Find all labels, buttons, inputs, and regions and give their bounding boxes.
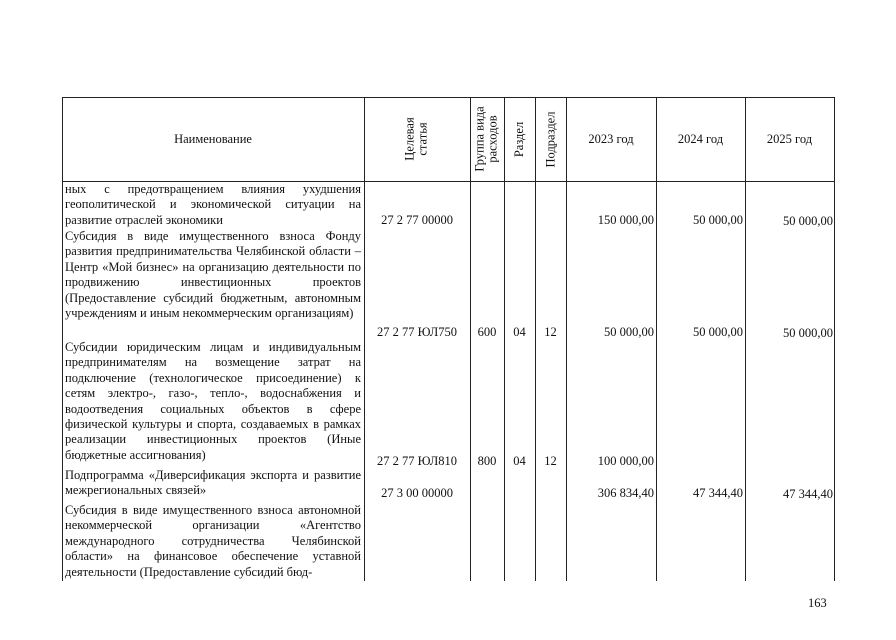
row-name-text: Подпрограмма «Диверсификация экспорта и развитие межрегиональных связей» [65,468,361,498]
row-2025: 50 000,00 [783,214,833,228]
table-row-name [65,229,361,321]
row-2023: 150 000,00 [597,213,654,227]
header-2024-text: 2024 год [677,131,724,146]
table-row-name [65,340,361,463]
row-name-text: ных с предотвращением влияния ухудшения геополитической и экономической ситуации на развитие отраслей экономики [65,182,361,227]
header-subsection [535,97,566,181]
header-2023-text: 2023 год [588,131,634,146]
row-section: 04 [513,454,526,468]
header-section [504,97,535,181]
table-row-name [65,503,361,580]
row-target: 27 3 00 00000 [381,486,453,500]
header-name-text: Наименование [174,131,252,146]
row-2024: 47 344,40 [693,486,743,500]
row-target: 27 2 77 ЮЛ810 [376,454,458,468]
header-2025 [745,97,834,181]
header-target [364,97,470,181]
table-row-name [65,182,361,228]
header-section-text: Раздел [512,121,527,157]
header-2025-text: 2025 год [766,131,813,146]
header-group-text: Группа вида расходов [473,106,501,172]
col-border [834,97,835,581]
row-2023: 306 834,40 [597,486,654,500]
row-name-text: Субсидия в виде имущественного взноса Фонду развития предпринимательства Челябинской области – Центр «Мой бизнес» на организацию деятельности по продвижению инвестиционных проектов (Предоставление субсидий бюджетным, автономным учреждениям и иным некоммерческим организациям) [65,229,361,321]
row-group: 800 [477,454,497,468]
page-number: 163 [808,596,827,610]
row-2025: 50 000,00 [783,326,833,340]
table-row-name [65,468,361,499]
row-2023: 50 000,00 [604,325,654,339]
row-2024: 50 000,00 [693,213,743,227]
row-target: 27 2 77 ЮЛ750 [376,325,458,339]
row-target: 27 2 77 00000 [381,213,453,227]
header-group [470,97,504,181]
row-subsection: 12 [544,454,557,468]
header-subsection-text: Подраздел [543,111,557,167]
row-name-text: Субсидия в виде имущественного взноса автономной некоммерческой организации «Агентство международного сотрудничества Челябинской области» на финансовое обеспечение уставной деятельности (Предоставление субсидий бюд- [65,503,361,579]
row-subsection: 12 [544,325,557,339]
header-2023 [566,97,656,181]
row-section: 04 [513,325,526,339]
header-name [62,97,364,181]
row-2024: 50 000,00 [693,325,743,339]
row-2025: 47 344,40 [783,487,833,501]
row-name-text: Субсидии юридическим лицам и индивидуальным предпринимателям на возмещение затрат на подключение (технологическое присоединение) к сетям электро-, газо-, тепло-, водоснабжения и водоотведения социальных объектов в сфере физической культуры и спорта, создаваемых в рамках реализации инвестиционных проектов (Иные бюджетные ассигнования) [65,340,361,462]
budget-table [62,97,835,581]
row-group: 600 [477,325,497,339]
header-target-text: Целевая статья [403,117,430,161]
header-2024 [656,97,745,181]
row-2023: 100 000,00 [597,454,654,468]
